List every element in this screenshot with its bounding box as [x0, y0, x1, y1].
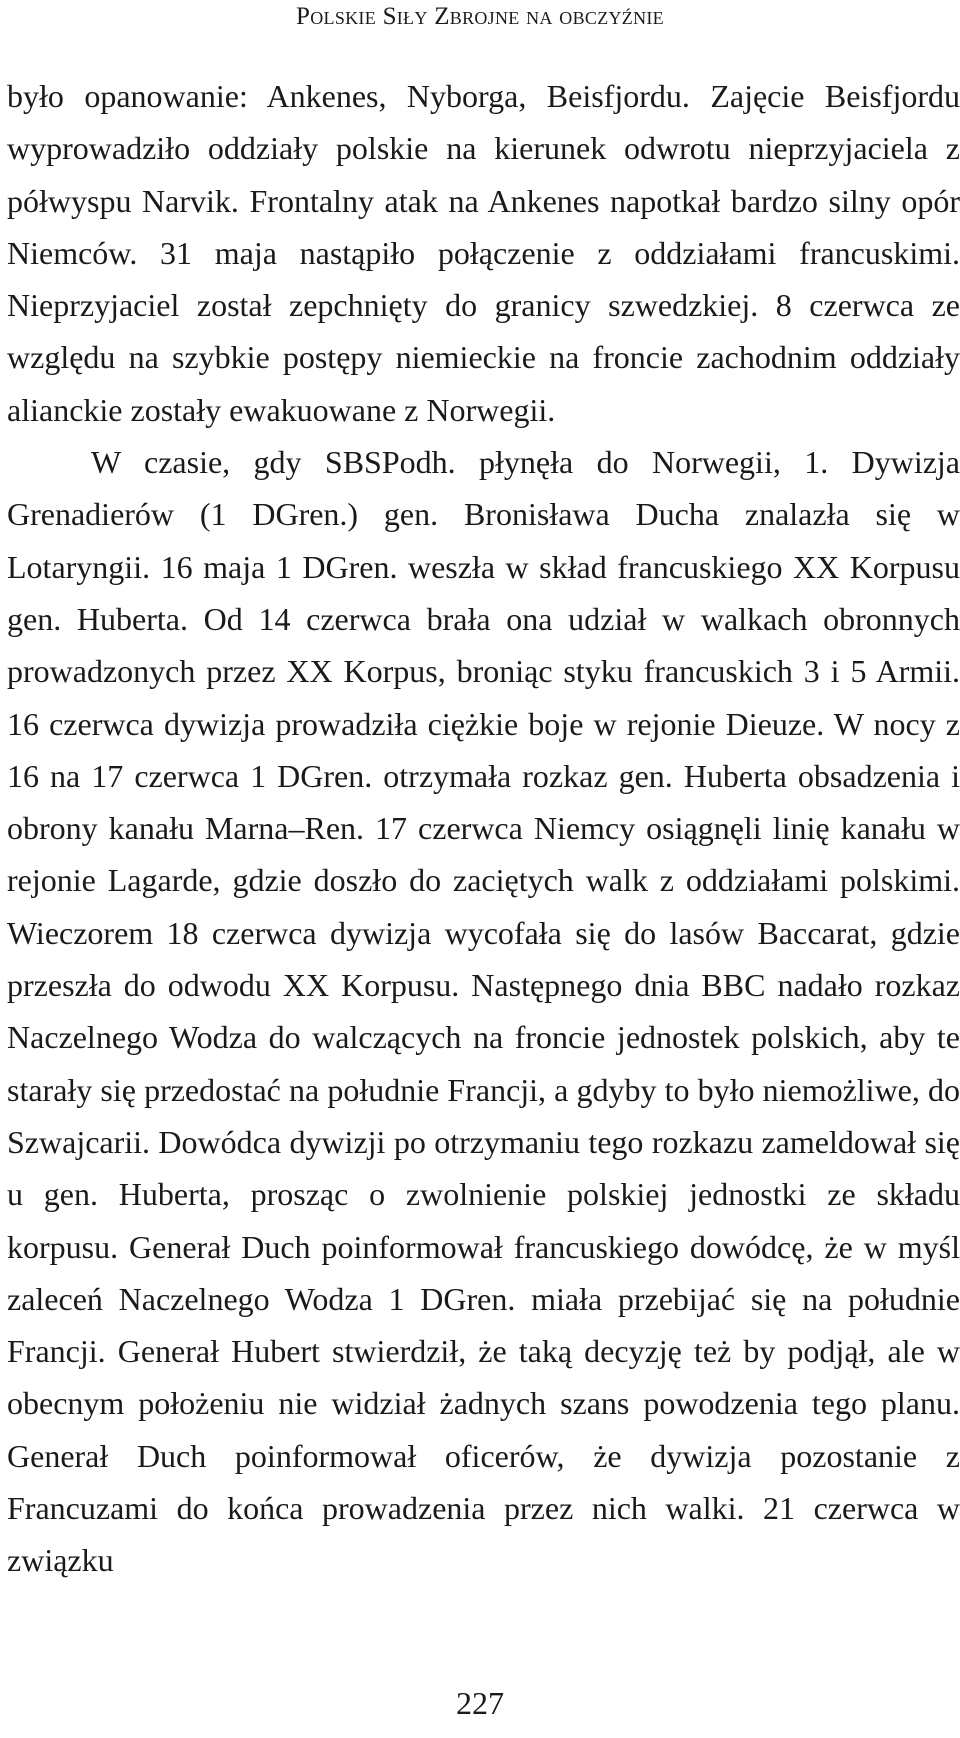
running-header: Polskie Siły Zbrojne na obczyźnie — [296, 3, 664, 30]
body-text — [7, 70, 960, 1587]
paragraph-grenadier-division: W czasie, gdy SBSPodh. płynęła do Norwegii, 1. Dywizja Grenadierów (1 DGren.) gen. Bronisława Ducha znalazła się w Lotaryngii. 16 maja 1 DGren. weszła w skład francuskiego XX Korpusu gen. Huberta. Od 14 czerwca brała ona udział w walkach obronnych prowadzonych przez XX Korpus, broniąc styku francuskich 3 i 5 Armii. 16 czerwca dywizja prowadziła ciężkie boje w rejonie Dieuze. W nocy z 16 na 17 czerwca 1 DGren. otrzymała rozkaz gen. Huberta obsadzenia i obrony kanału Marna–Ren. 17 czerwca Niemcy osiągnęli linię kanału w rejonie Lagarde, gdzie doszło do zaciętych walk z oddziałami polskimi. Wieczorem 18 czerwca dywizja wycofała się do lasów Baccarat, gdzie przeszła do odwodu XX Korpusu. Następnego dnia BBC nadało rozkaz Naczelnego Wodza do walczących na froncie jednostek polskich, aby te starały się przedostać na południe Francji, a gdyby to było niemożliwe, do Szwajcarii. Dowódca dywizji po otrzymaniu tego rozkazu zameldował się u gen. Huberta, prosząc o zwolnienie polskiej jednostki ze składu korpusu. Generał Duch poinformował francuskiego dowódcę, że w myśl zaleceń Naczelnego Wodza 1 DGren. miała przebijać się na południe Francji. Generał Hubert stwierdził, że taką decyzję też by podjął, ale w obecnym położeniu nie widział żadnych szans powodzenia tego planu. Generał Duch poinformował oficerów, że dywizja pozostanie z Francuzami do końca prowadzenia przez nich walki. 21 czerwca w związku — [7, 444, 960, 1579]
page-number: 227 — [456, 1685, 504, 1721]
paragraph-narvik: było opanowanie: Ankenes, Nyborga, Beisfjordu. Zajęcie Beisfjordu wyprowadziło oddziały polskie na kierunek odwrotu nieprzyjaciela z półwyspu Narvik. Frontalny atak na Ankenes napotkał bardzo silny opór Niemców. 31 maja nastąpiło połączenie z oddziałami francuskimi. Nieprzyjaciel został zepchnięty do granicy szwedzkiej. 8 czerwca ze względu na szybkie postępy niemieckie na froncie zachodnim oddziały alianckie zostały ewakuowane z Norwegii. — [7, 78, 960, 428]
